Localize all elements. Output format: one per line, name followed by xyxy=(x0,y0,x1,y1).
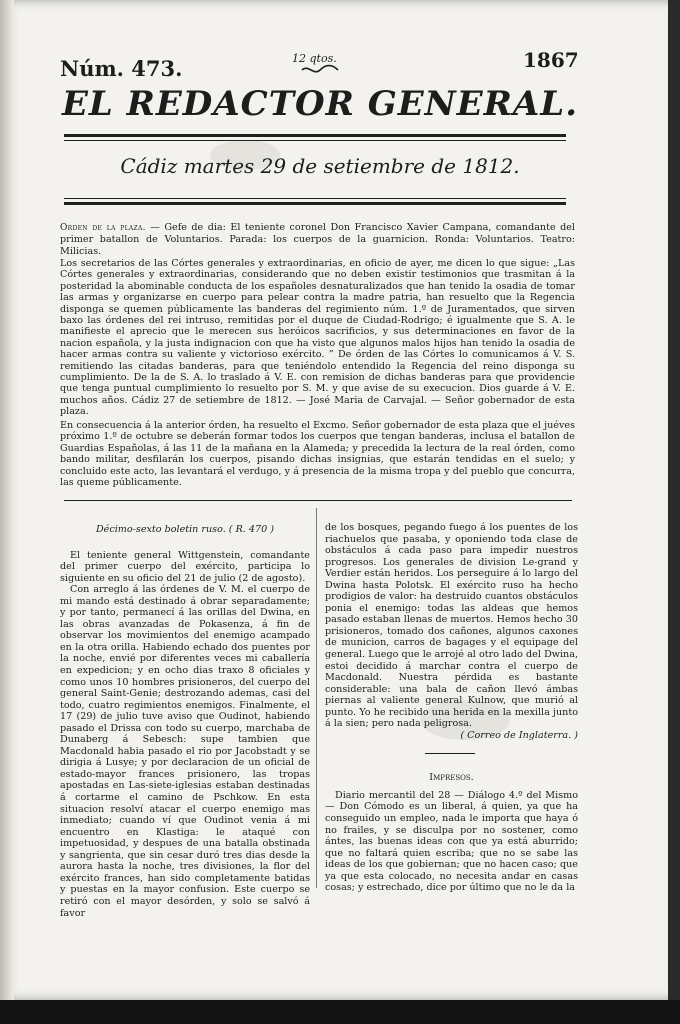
secretarios-paragraph: Los secretarios de las Córtes generales y extraordinarias, en oficio de ayer, me dicen lo que sigue: „Las Córtes generales y extraordinarias, considerando que no deben existir testimonios que trasmitan á la posteridad la abominable conducta de los españoles desnaturalizados que han tenido la osadia de tomar las armas y organizarse en cuerpo para pelear contra la madre patria, han resuelto que la Regencia disponga se quemen públicamente las banderas del regimiento núm. 1.º de Juramentados, que sirven baxo las órdenes del rei intruso, remitidas por el duque de Ciudad-Rodrigo; é igualmente que S. A. le manifieste el aprecio que le merecen sus heróicos sacrificios, y sus determinaciones en favor de la nacion española, y la justa indignacion con que ha visto que algunos malos hijos han tenido la osadia de hacer armas contra su valiente y victorioso exército. ” De órden de las Córtes lo comunicamos á V. S. remitiendo las citadas banderas, para que teniéndolo entendido la Regencia del reino disponga su cumplimiento. De la de S. A. lo traslado á V. E. con remision de dichas banderas para que providencie que tenga puntual cumplimiento lo resuelto por S. M. y que avise de su execucion. Dios guarde á V. E. muchos años. Cádiz 27 de setiembre de 1812. — José Maria de Carvajal. — Señor gobernador de esta plaza. xyxy=(60,258,575,418)
orden-paragraph xyxy=(60,222,575,257)
right-column xyxy=(325,522,578,894)
rule-date-thin xyxy=(64,198,566,199)
bulletin-body: Con arreglo á las órdenes de V. M. el cuerpo de mi mando está destinado á obrar separadamente; y por tanto, permanecí á las orillas del Dwina, en las obras avanzadas de Pokasenza, á fin de observar los movimientos del enemigo acampado en la otra orilla. Habiendo echado dos puentes por la noche, envié por diferentes veces mi caballería en expedicion; y en ocho dias traxo 8 oficiales y como unos 10 hombres prisioneros, del cuerpo del general Saint-Genie; destrozando ademas, casi del todo, cuatro regimientos enemigos. Finalmente, el 17 (29) de julio tuve aviso que Oudinot, habiendo pasado el Drissa con todo su cuerpo, marchaba de Dunaberg á Sebesch: supe tambien que Macdonald habia pasado el rio por Jacobstadt y se dirigia á Lusye; y por declaracion de un oficial de estado-mayor frances prisionero, las tropas apostadas en Las-siete-iglesias estaban destinadas á cortarme el camino de Pschkow. En esta situacion resolví atacar el cuerpo enemigo mas inmediato; cuando ví que Oudinot venia á mi encuentro en Klastiga: le ataqué con impetuosidad, y despues de una batalla obstinada y sangrienta, que sin cesar duró tres dias desde la aurora hasta la noche, tres divisiones, la flor del exército frances, han sido completamente batidas y puestas en la mayor confusion. Este cuerpo se retiró con el mayor desórden, y solo se salvó á favor xyxy=(60,584,310,919)
scan-bottom-edge xyxy=(0,1000,680,1024)
bulletin-intro: El teniente general Wittgenstein, comandante del primer cuerpo del exército, participa lo siguiente en su oficio del 21 de julio (2 de agosto). xyxy=(60,549,310,584)
rule-date-thick xyxy=(64,202,566,205)
bulletin-continuation: de los bosques, pegando fuego á los puentes de los riachuelos que pasaba, y oponiendo toda clase de obstáculos á cada paso para impedir nuestros progresos. Los generales de division Le-grand y Verdier están heridos. Los perseguire á lo largo del Dwina hasta Polotsk. El exército ruso ha hecho prodigios de valor: ha destruido cuantos obstáculos ponia el enemigo: todas las aldeas que hemos pasado estaban llenas de muertos. Hemos hecho 30 prisioneros, tomado dos cañones, algunos caxones de municion, carros de bagages y el equipage del general. Luego que le arrojé al otro lado del Dwina, estoi decidido á marchar contra el cuerpo de Macdonald. Nuestra pérdida es bastante considerable: una bala de cañon llevó ámbas piernas al valiente general Kulnow, que murió al punto. Yo he recibido una herida en la mexilla junto á la sien; pero nada peligrosa. xyxy=(325,522,578,730)
ornament-swash xyxy=(300,64,340,76)
orden-text: — Gefe de dia: El teniente coronel Don Francisco Xavier Campana, comandante del primer batallon de Voluntarios. Parada: los cuerpos de la guarnicion. Ronda: Voluntarios. Teatro: Milicias. xyxy=(60,222,576,257)
issue-number: Núm. 473. xyxy=(60,56,183,81)
impresos-text: Diario mercantil del 28 — Diálogo 4.º del Mismo — Don Cómodo es un liberal, á quien, ya que ha conseguido un empleo, nada le importa que haya ó no frailes, y se disculpa por no sostener, como ántes, las buenas ideas con que ya está aburrido; que no faltará quien escriba; que no se sabe las ideas de los que gobiernan; que no hacen caso; que ya que esta colocado, no necesita andar en casas cosas; y estrechado, dice por último que no le da la xyxy=(325,789,578,894)
consecuencia-paragraph: En consecuencia á la anterior órden, ha resuelto el Excmo. Señor gobernador de esta plaza que el juéves próximo 1.º de octubre se deberán formar todos los cuerpos que tengan banderas, inclusa el batallon de Guardias Españolas, á las 11 de la mañana en la Alameda; y precedida la lectura de la real órden, como bando militar, desfilarán los cuerpos, pisando dichas insignias, que estarán tendidas en el suelo; y concluido este acto, las levantará el verdugo, y á presencia de la misma tropa y del pueblo que concurra, las queme públicamente. xyxy=(60,420,575,489)
short-rule xyxy=(425,753,475,754)
bulletin-source: ( Correo de Inglaterra. ) xyxy=(460,729,578,741)
price: 12 qtos. xyxy=(292,52,337,65)
bulletin-title: Décimo-sexto boletin ruso. ( R. 470 ) xyxy=(95,524,275,535)
rule-top-thick xyxy=(64,134,566,137)
section-divider xyxy=(64,500,572,501)
dateline: Cádiz martes 29 de setiembre de 1812. xyxy=(120,154,520,178)
column-divider xyxy=(316,508,317,888)
impresos-heading: Impresos. xyxy=(429,772,474,784)
page-spine xyxy=(0,0,14,1000)
page-folio: 1867 xyxy=(523,48,579,72)
rule-top-thin xyxy=(64,140,566,141)
orden-heading: Orden de la plaza. xyxy=(60,223,146,233)
left-column xyxy=(60,524,310,919)
masthead-title: EL REDACTOR GENERAL. xyxy=(61,84,579,124)
